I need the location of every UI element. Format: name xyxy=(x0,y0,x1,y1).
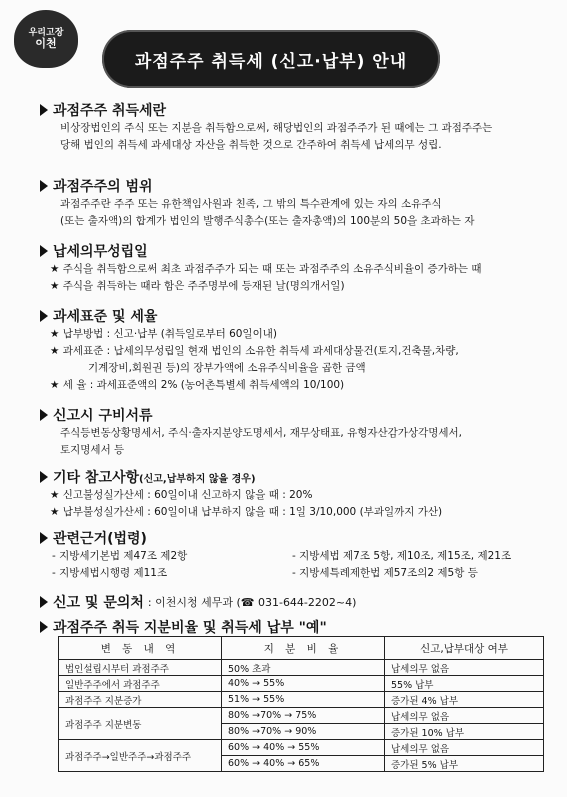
table-cell: 60% → 40% → 65% xyxy=(222,756,385,772)
star-item: ★ 주식을 취득하는 때라 함은 주주명부에 등재된 날(명의개서일) xyxy=(50,280,345,292)
section-other-notes xyxy=(40,467,442,521)
section-title: 과점주주 취득세란 xyxy=(53,103,167,119)
triangle-bullet-icon xyxy=(40,180,48,192)
triangle-bullet-icon xyxy=(40,596,48,608)
section-title: 신고시 구비서류 xyxy=(53,408,153,424)
table-row xyxy=(59,740,544,756)
table-row xyxy=(59,660,544,676)
section-documents xyxy=(40,405,462,459)
section-title: 과점주주의 범위 xyxy=(53,179,153,195)
law-item: - 지방세특례제한법 제57조의2 제5항 등 xyxy=(292,567,478,579)
title-banner xyxy=(102,30,440,88)
law-item: - 지방세기본법 제47조 제2항 xyxy=(52,550,188,562)
text-line: 당해 법인의 취득세 과세대상 자산을 취득한 것으로 간주하여 취득세 납세의무 성립. xyxy=(60,139,442,151)
section-subtitle: (신고,납부하지 않을 경우) xyxy=(139,473,256,485)
text-line: 과점주주란 주주 또는 유한책임사원과 친족, 그 밖의 특수관계에 있는 자의 소유주식 xyxy=(60,198,442,210)
table-cell: 납세의무 없음 xyxy=(385,660,544,676)
text-line: (또는 출자액)의 합계가 법인의 발행주식총수(또는 출자총액)의 100분의 50을 초과하는 자 xyxy=(60,215,475,227)
star-item: ★ 신고불성실가산세 : 60일이내 신고하지 않을 때 : 20% xyxy=(50,489,313,501)
triangle-bullet-icon xyxy=(40,621,48,633)
section-heading xyxy=(40,241,482,261)
triangle-bullet-icon xyxy=(40,409,48,421)
section-title: 기타 참고사항 xyxy=(53,470,140,486)
table-row xyxy=(59,676,544,692)
table-cell: 증가된 5% 납부 xyxy=(385,756,544,772)
example-table xyxy=(58,636,544,772)
section-heading xyxy=(40,176,475,196)
section-heading xyxy=(40,528,532,548)
table-cell: 80% →70% → 90% xyxy=(222,724,385,740)
table-cell: 51% → 55% xyxy=(222,692,385,708)
triangle-bullet-icon xyxy=(40,532,48,544)
section-liability-date xyxy=(40,241,482,295)
section-title: 과점주주 취득 지분비율 및 취득세 납부 "예" xyxy=(53,620,327,636)
table-cell: 법인설립시부터 과점주주 xyxy=(59,660,222,676)
section-heading xyxy=(40,100,492,120)
star-item: ★ 과세표준 : 납세의무성립일 현재 법인의 소유한 취득세 과세대상물건(토지,건축물,차량, xyxy=(50,345,459,357)
table-cell: 80% →70% → 75% xyxy=(222,708,385,724)
section-heading xyxy=(40,617,327,637)
law-item: - 지방세법 제7조 5항, 제10조, 제15조, 제21조 xyxy=(292,550,512,562)
section-definition xyxy=(40,100,492,154)
table-cell: 55% 납부 xyxy=(385,676,544,692)
table-header-row xyxy=(59,637,544,660)
logo-text-main: 이천 xyxy=(35,36,57,50)
table-cell: 일반주주에서 과점주주 xyxy=(59,676,222,692)
column-header: 변 동 내 역 xyxy=(59,637,222,660)
triangle-bullet-icon xyxy=(40,310,48,322)
star-item: ★ 세 율 : 과세표준액의 2% (농어촌특별세 취득세액의 10/100) xyxy=(50,379,345,391)
text-line: 토지명세서 등 xyxy=(60,444,125,456)
section-title: 관련근거(법령) xyxy=(53,531,147,547)
law-row xyxy=(40,565,532,582)
section-heading xyxy=(40,405,462,425)
triangle-bullet-icon xyxy=(40,471,48,483)
text-line: 주식등변동상황명세서, 주식·출자지분양도명세서, 재무상태표, 유형자산감가상각명세서, xyxy=(60,427,462,439)
triangle-bullet-icon xyxy=(40,104,48,116)
table-row xyxy=(59,708,544,724)
table-cell: 과점주주 지분변동 xyxy=(59,708,222,740)
column-header: 신고,납부대상 여부 xyxy=(385,637,544,660)
column-header: 지 분 비 율 xyxy=(222,637,385,660)
table-cell: 증가된 10% 납부 xyxy=(385,724,544,740)
text-line: 비상장법인의 주식 또는 지분을 취득함으로써, 해당법인의 과점주주가 된 때에는 그 과점주주는 xyxy=(60,122,493,134)
star-item: ★ 주식을 취득함으로써 최초 과점주주가 되는 때 또는 과점주주의 소유주식비율이 증가하는 때 xyxy=(50,263,482,275)
table-cell: 증가된 4% 납부 xyxy=(385,692,544,708)
section-title: 과세표준 및 세율 xyxy=(53,309,158,325)
logo-text-top: 우리고장 xyxy=(28,27,64,38)
law-row xyxy=(40,548,532,565)
section-title: 납세의무성립일 xyxy=(53,244,148,260)
table-row xyxy=(59,692,544,708)
table-cell: 과점주주→일반주주→과점주주 xyxy=(59,740,222,772)
triangle-bullet-icon xyxy=(40,245,48,257)
table-cell: 과점주주 지분증가 xyxy=(59,692,222,708)
city-logo xyxy=(14,10,78,68)
section-legal-basis xyxy=(40,528,532,582)
section-heading xyxy=(40,592,356,612)
contact-info: : 이천시청 세무과 (☎ 031-644-2202~4) xyxy=(147,596,357,609)
star-item: ★ 납부불성실가산세 : 60일이내 납부하지 않을 때 : 1일 3/10,000 (부과일까지 가산) xyxy=(50,506,443,518)
table-cell: 40% → 55% xyxy=(222,676,385,692)
section-title: 신고 및 문의처 xyxy=(53,595,144,611)
section-tax-base-rate xyxy=(40,306,459,394)
text-line: 기계장비,회원권 등)의 장부가액에 소유주식비율을 곱한 금액 xyxy=(88,362,366,374)
section-heading xyxy=(40,306,459,326)
section-heading xyxy=(40,467,442,487)
section-scope xyxy=(40,176,475,230)
section-contact xyxy=(40,592,356,612)
table-cell: 납세의무 없음 xyxy=(385,708,544,724)
table-cell: 50% 초과 xyxy=(222,660,385,676)
star-item: ★ 납부방법 : 신고·납부 (취득일로부터 60일이내) xyxy=(50,328,277,340)
page-title: 과점주주 취득세 (신고·납부) 안내 xyxy=(134,51,408,72)
law-item: - 지방세법시행령 제11조 xyxy=(52,567,168,579)
section-examples xyxy=(40,617,327,637)
table-cell: 납세의무 없음 xyxy=(385,740,544,756)
table-cell: 60% → 40% → 55% xyxy=(222,740,385,756)
